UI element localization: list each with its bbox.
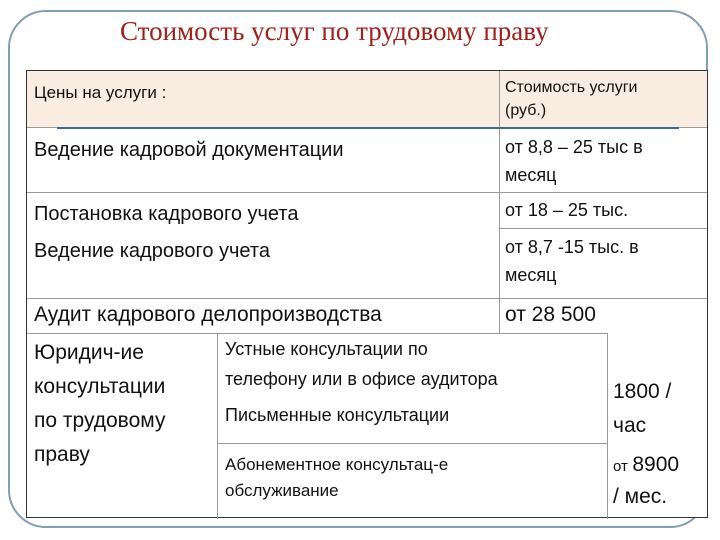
- divider: [27, 192, 707, 193]
- written-consult: Письменные консультации: [225, 405, 450, 425]
- divider: [217, 443, 607, 444]
- price-table: [26, 70, 708, 518]
- monthly-prefix: от: [613, 458, 628, 475]
- hourly-price: 1800 /: [613, 380, 672, 403]
- monthly-value: 8900: [632, 453, 680, 476]
- service-name: Аудит кадрового делопроизводства: [34, 303, 382, 326]
- hourly-price: час: [613, 414, 647, 437]
- divider: [217, 333, 218, 519]
- consult-label: консультации: [34, 375, 166, 398]
- header-accent-line: [57, 127, 679, 129]
- consult-label: Юридич-ие: [34, 341, 144, 364]
- service-price: от 8,8 – 25 тыс в: [505, 137, 643, 157]
- divider: [27, 333, 607, 334]
- oral-consult: телефону или в офисе аудитора: [225, 369, 498, 389]
- header-services: Цены на услуги :: [34, 83, 167, 102]
- header-price-line2: (руб.): [505, 102, 547, 119]
- service-price: от 18 – 25 тыс.: [505, 200, 629, 220]
- oral-consult: Устные консультации по: [225, 339, 428, 359]
- divider: [27, 298, 707, 299]
- monthly-price: / мес.: [613, 485, 668, 508]
- slide-title: Стоимость услуг по трудовому праву: [120, 16, 549, 46]
- service-price: от 8,7 -15 тыс. в: [505, 237, 639, 257]
- divider: [499, 228, 707, 229]
- divider: [607, 333, 608, 519]
- header-price-line1: Стоимость услуги: [505, 79, 638, 96]
- subscription-consult: Абонементное консультац-е: [225, 455, 449, 474]
- divider: [499, 71, 500, 333]
- subscription-consult: обслуживание: [225, 481, 339, 500]
- service-price: месяц: [505, 265, 557, 285]
- monthly-price: [613, 453, 679, 477]
- service-name: Ведение кадрового учета: [34, 240, 270, 262]
- service-name: Ведение кадровой документации: [34, 139, 344, 161]
- service-name: Постановка кадрового учета: [34, 203, 299, 225]
- service-price: месяц: [505, 165, 557, 185]
- consult-label: по трудовому: [34, 409, 166, 432]
- service-price: от 28 500: [505, 303, 596, 326]
- consult-label: праву: [34, 443, 90, 466]
